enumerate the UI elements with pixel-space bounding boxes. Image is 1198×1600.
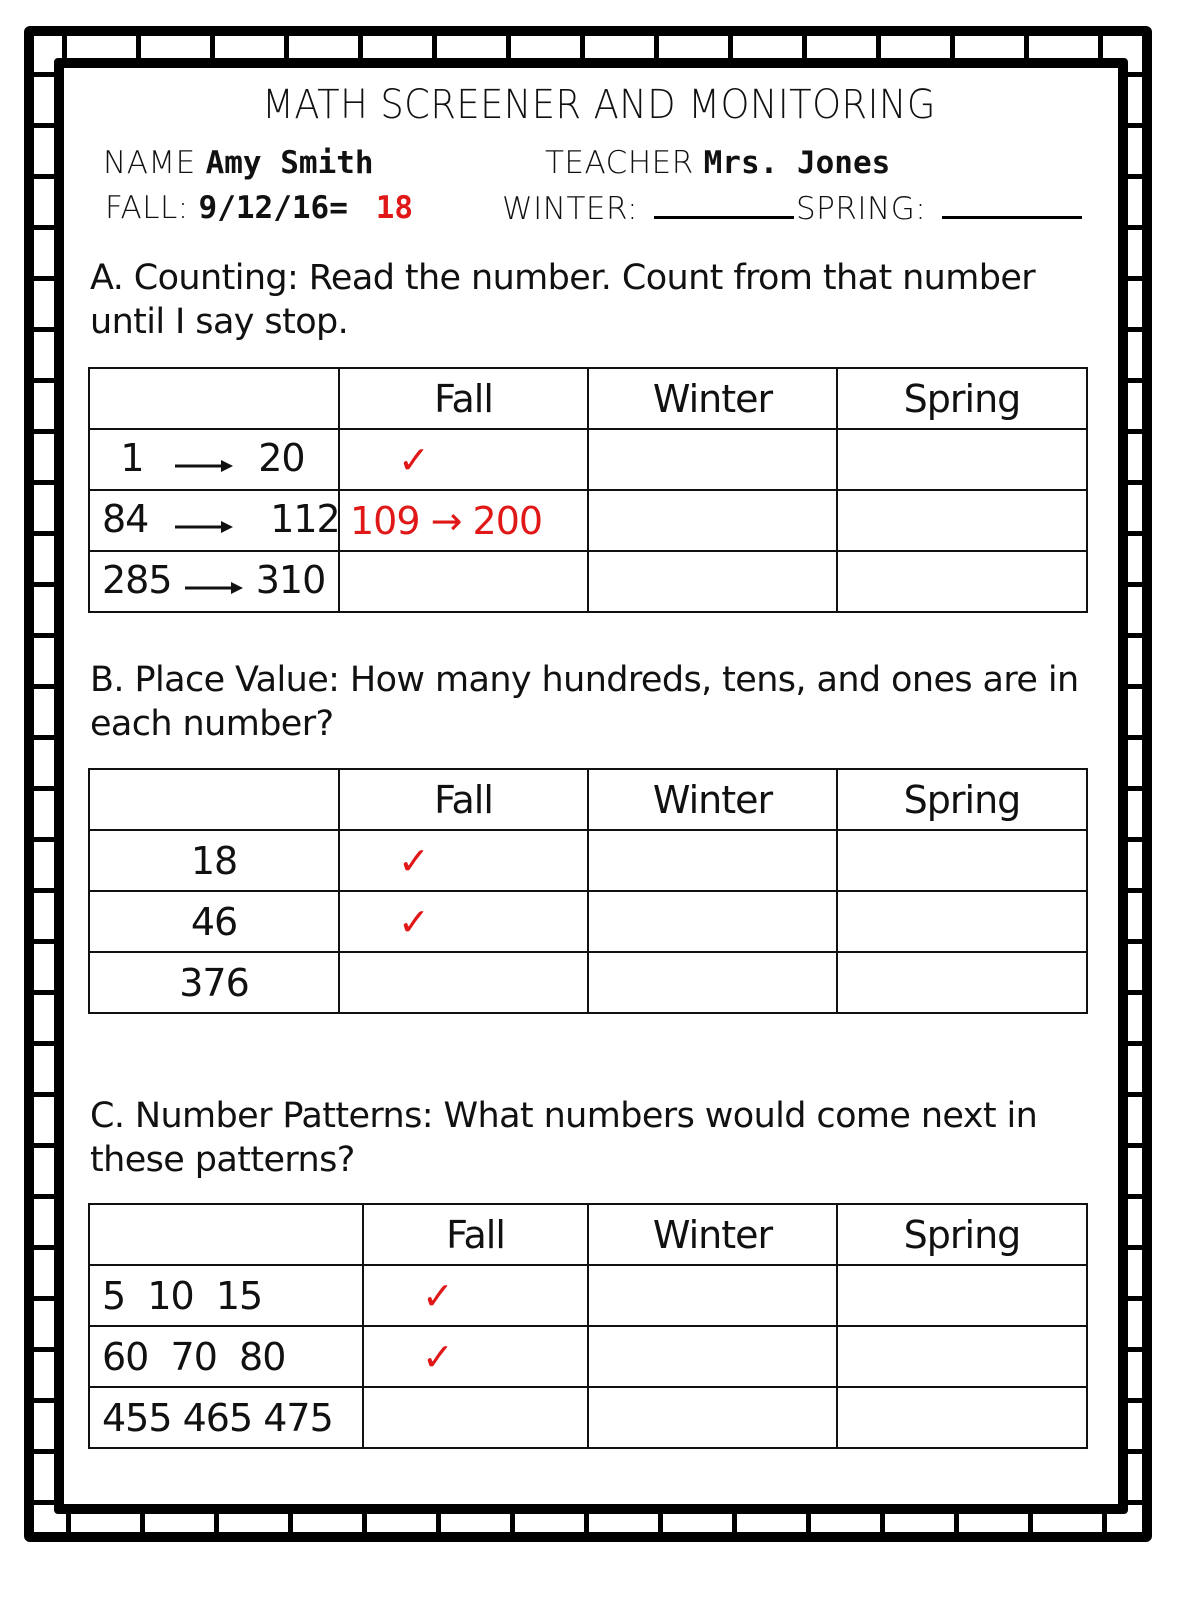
ladder-rung (1128, 1245, 1152, 1250)
ladder-rung (1128, 939, 1152, 944)
ladder-rung (358, 34, 363, 60)
ladder-rung (32, 684, 58, 689)
ladder-rung (1128, 1500, 1152, 1505)
ladder-rung (1102, 1512, 1107, 1534)
section-c-table (88, 1203, 1088, 1449)
spring-cell[interactable] (837, 830, 1087, 891)
ladder-rung (1128, 837, 1152, 842)
count-from: 1 (120, 436, 144, 481)
winter-cell[interactable] (588, 551, 837, 612)
fall-check-icon[interactable]: ✓ (363, 1265, 588, 1326)
right-arrow-icon (173, 439, 235, 483)
teacher-field (545, 145, 890, 181)
fall-check-icon[interactable]: ✓ (363, 1326, 588, 1387)
ladder-rung (32, 990, 58, 995)
ladder-rung (284, 34, 289, 60)
header-fall: Fall (339, 769, 588, 830)
fall-cell[interactable] (363, 1387, 588, 1448)
ladder-rung (436, 1512, 441, 1534)
ladder-rung (362, 1512, 367, 1534)
ladder-rung (32, 1092, 58, 1097)
ladder-rung (140, 1512, 145, 1534)
section-b-table (88, 768, 1088, 1014)
ladder-rung (214, 1512, 219, 1534)
winter-cell[interactable] (588, 830, 837, 891)
spring-cell[interactable] (837, 952, 1087, 1013)
ladder-rung (1028, 1512, 1033, 1534)
ladder-rung (658, 1512, 663, 1534)
winter-cell[interactable] (588, 1326, 837, 1387)
ladder-rung (32, 174, 58, 179)
ladder-rung (1128, 888, 1152, 893)
winter-blank[interactable] (654, 190, 794, 219)
ladder-rung (1128, 990, 1152, 995)
ladder-rung (32, 531, 58, 536)
spring-score-field (796, 190, 1082, 227)
ladder-rung (1128, 225, 1152, 230)
ladder-rung (32, 633, 58, 638)
winter-label: WINTER: (502, 191, 639, 227)
count-to: 20 (258, 436, 305, 481)
table-row (89, 490, 1087, 551)
table-row (89, 891, 1087, 952)
ladder-rung (1128, 429, 1152, 434)
right-arrow-icon (183, 561, 245, 605)
ladder-rung (1128, 1041, 1152, 1046)
spring-cell[interactable] (837, 490, 1087, 551)
winter-score-field (502, 190, 794, 227)
name-value[interactable]: Amy Smith (205, 145, 374, 181)
spring-cell[interactable] (837, 1326, 1087, 1387)
ladder-rung (32, 888, 58, 893)
table-row (89, 551, 1087, 612)
ladder-rung (950, 34, 955, 60)
fall-check-icon[interactable]: ✓ (339, 830, 588, 891)
ladder-rung (32, 480, 58, 485)
section-a-instruction: Read the number. Count from that number until I say stop. (90, 258, 1036, 342)
header-winter: Winter (588, 368, 837, 429)
section-b-heading: B. Place Value: (90, 660, 340, 700)
table-header-row (89, 1204, 1087, 1265)
table-row (89, 429, 1087, 490)
ladder-rung (1128, 1092, 1152, 1097)
section-c-heading: C. Number Patterns: (90, 1096, 433, 1136)
header-winter: Winter (588, 769, 837, 830)
ladder-rung (1128, 72, 1152, 77)
ladder-rung (876, 34, 881, 60)
ladder-rung (1128, 1194, 1152, 1199)
section-a-prompt (90, 256, 1090, 344)
ladder-rung (1128, 735, 1152, 740)
header-winter: Winter (588, 1204, 837, 1265)
header-fall: Fall (339, 368, 588, 429)
student-name-field (103, 145, 374, 181)
spring-label: SPRING: (796, 191, 927, 227)
ladder-rung (32, 1143, 58, 1148)
ladder-rung (506, 34, 511, 60)
ladder-rung (32, 786, 58, 791)
fall-cell[interactable] (339, 952, 588, 1013)
ladder-rung (32, 735, 58, 740)
ladder-rung (136, 34, 141, 60)
ladder-rung (288, 1512, 293, 1534)
ladder-rung (32, 1041, 58, 1046)
ladder-rung (1128, 174, 1152, 179)
fall-score-field (105, 190, 413, 226)
ladder-rung (806, 1512, 811, 1534)
ladder-rung (732, 1512, 737, 1534)
ladder-rung (510, 1512, 515, 1534)
ladder-rung (1128, 633, 1152, 638)
ladder-rung (1024, 34, 1029, 60)
ladder-rung (1128, 480, 1152, 485)
header-spring: Spring (837, 769, 1087, 830)
winter-cell[interactable] (588, 1265, 837, 1326)
winter-cell[interactable] (588, 1387, 837, 1448)
ladder-rung (66, 1512, 71, 1534)
number-pattern: 60 70 80 (89, 1326, 363, 1387)
ladder-rung (32, 582, 58, 587)
table-row (89, 830, 1087, 891)
ladder-rung (802, 34, 807, 60)
ladder-rung (32, 1296, 58, 1301)
table-header-row (89, 769, 1087, 830)
ladder-rung (654, 34, 659, 60)
spring-blank[interactable] (942, 190, 1082, 219)
header-item (89, 368, 339, 429)
spring-cell[interactable] (837, 429, 1087, 490)
spring-cell[interactable] (837, 1387, 1087, 1448)
table-header-row (89, 368, 1087, 429)
spring-cell[interactable] (837, 1265, 1087, 1326)
table-row (89, 1387, 1087, 1448)
spring-cell[interactable] (837, 891, 1087, 952)
ladder-rung (32, 837, 58, 842)
ladder-rung (210, 34, 215, 60)
ladder-rung (580, 34, 585, 60)
ladder-rung (728, 34, 733, 60)
count-to: 112 (270, 497, 340, 542)
section-a-heading: A. Counting: (90, 258, 299, 298)
spring-cell[interactable] (837, 551, 1087, 612)
count-to: 310 (255, 558, 326, 603)
teacher-value[interactable]: Mrs. Jones (703, 145, 891, 181)
ladder-rung (32, 1500, 58, 1505)
ladder-rung (32, 1245, 58, 1250)
header-fall: Fall (363, 1204, 588, 1265)
ladder-rung (32, 1398, 58, 1403)
ladder-rung (1128, 276, 1152, 281)
ladder-rung (32, 225, 58, 230)
fall-check-icon[interactable]: ✓ (339, 429, 588, 490)
table-row (89, 952, 1087, 1013)
place-value-number: 376 (89, 952, 339, 1013)
ladder-rung (432, 34, 437, 60)
ladder-rung (1128, 378, 1152, 383)
header-spring: Spring (837, 1204, 1087, 1265)
number-pattern: 5 10 15 (89, 1265, 363, 1326)
section-b-prompt (90, 658, 1090, 746)
winter-cell[interactable] (588, 952, 837, 1013)
fall-label: FALL: (105, 190, 189, 226)
name-label: NAME (103, 145, 196, 181)
header-item (89, 1204, 363, 1265)
winter-cell[interactable] (588, 891, 837, 952)
place-value-number: 18 (89, 830, 339, 891)
ladder-rung (32, 378, 58, 383)
ladder-rung (1098, 34, 1103, 60)
count-range (89, 551, 339, 612)
place-value-number: 46 (89, 891, 339, 952)
ladder-rung (1128, 1398, 1152, 1403)
section-c-prompt (90, 1094, 1090, 1182)
winter-cell[interactable] (588, 429, 837, 490)
ladder-rung (32, 939, 58, 944)
winter-cell[interactable] (588, 490, 837, 551)
section-a-table (88, 367, 1088, 613)
ladder-rung (1128, 327, 1152, 332)
ladder-rung (1128, 1347, 1152, 1352)
ladder-rung (32, 429, 58, 434)
teacher-label: TEACHER (545, 145, 694, 181)
ladder-rung (584, 1512, 589, 1534)
table-row (89, 1326, 1087, 1387)
number-pattern: 455 465 475 (89, 1387, 363, 1448)
ladder-rung (62, 34, 67, 60)
ladder-rung (32, 1194, 58, 1199)
fall-score[interactable]: 18 (375, 190, 414, 226)
ladder-rung (32, 327, 58, 332)
header-item (89, 769, 339, 830)
table-row (89, 1265, 1087, 1326)
fall-cell[interactable] (339, 551, 588, 612)
header-spring: Spring (837, 368, 1087, 429)
fall-date[interactable]: 9/12/16= (198, 190, 348, 226)
fall-check-icon[interactable]: ✓ (339, 891, 588, 952)
ladder-rung (1128, 531, 1152, 536)
ladder-rung (32, 1449, 58, 1454)
ladder-rung (1128, 1296, 1152, 1301)
ladder-rung (1128, 786, 1152, 791)
count-from: 285 (102, 558, 172, 603)
section-b-instruction: How many hundreds, tens, and ones are in each number? (90, 660, 1079, 744)
ladder-rung (880, 1512, 885, 1534)
fall-response[interactable]: 109 → 200 (339, 490, 588, 551)
count-range (89, 429, 339, 490)
ladder-rung (1128, 1449, 1152, 1454)
ladder-rung (32, 276, 58, 281)
ladder-rung (32, 72, 58, 77)
count-from: 84 (102, 497, 149, 542)
ladder-rung (954, 1512, 959, 1534)
section-c-instruction: What numbers would come next in these patterns? (90, 1096, 1038, 1180)
ladder-rung (1128, 1143, 1152, 1148)
ladder-rung (1128, 582, 1152, 587)
ladder-rung (1128, 684, 1152, 689)
count-range (89, 490, 339, 551)
right-arrow-icon (173, 500, 235, 544)
ladder-rung (32, 1347, 58, 1352)
page-title: MATH SCREENER AND MONITORING (262, 82, 936, 128)
